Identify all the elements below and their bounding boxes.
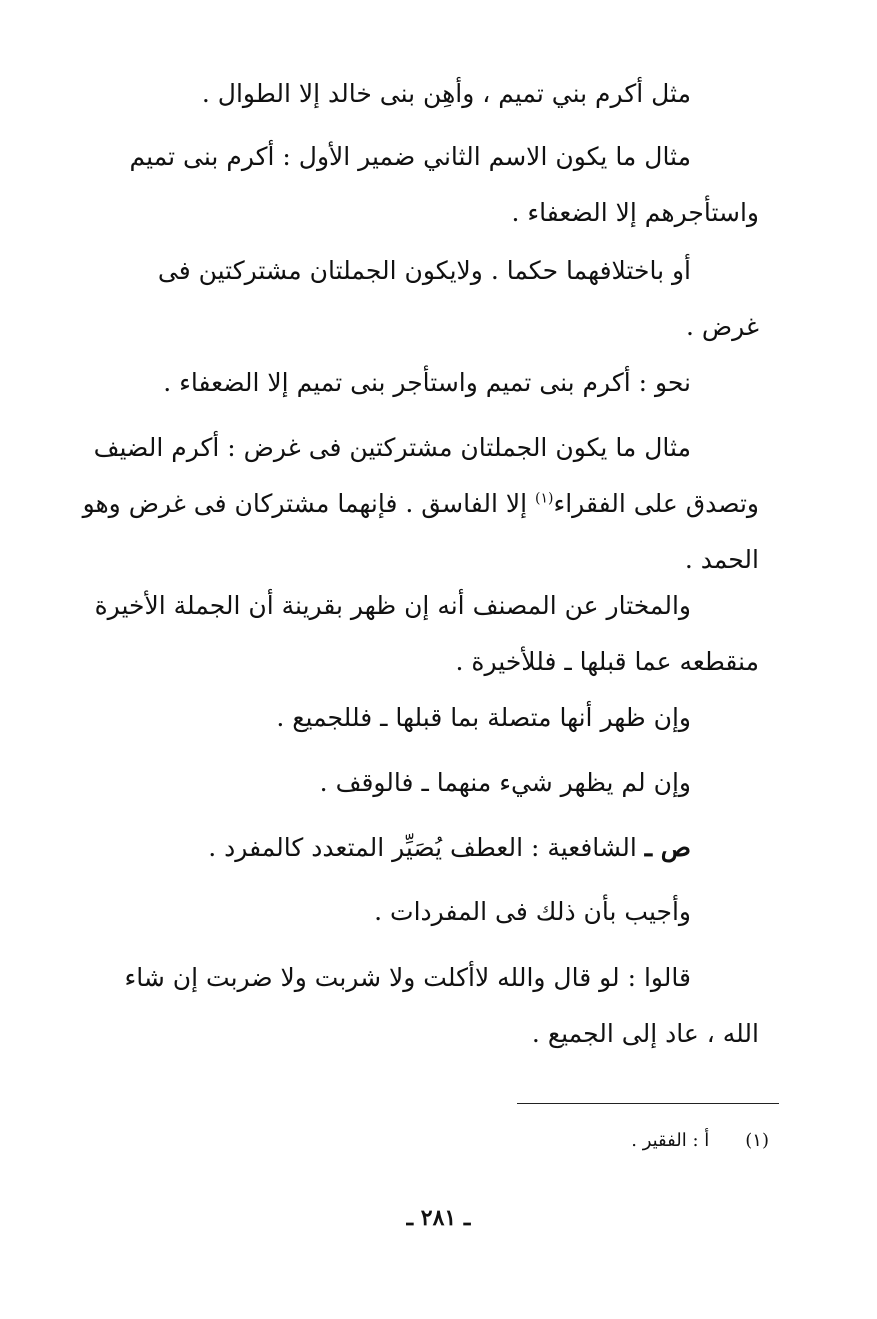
paragraph-2 <box>99 129 759 241</box>
page-number: ـ ٢٨١ ـ <box>406 1205 471 1231</box>
paragraph-line: الله ، عاد إلى الجميع . <box>531 1019 759 1048</box>
paragraph-5 <box>82 420 759 588</box>
footnote-text: أ : الفقير . <box>631 1130 710 1151</box>
paragraph-line: وأجيب بأن ذلك فى المفردات . <box>374 897 691 926</box>
paragraph-line: والمختار عن المصنف أنه إن ظهر بقرينة أن الجملة الأخيرة <box>94 591 691 620</box>
footnote <box>631 1126 769 1156</box>
footnote-number: (١) <box>745 1130 769 1151</box>
paragraph-3 <box>99 243 759 355</box>
paragraph-text: وتصدق على الفقراء <box>553 489 759 518</box>
paragraph-line: مثال ما يكون الجملتان مشتركتين فى غرض : أكرم الضيف <box>93 433 691 462</box>
paragraph-10 <box>99 884 759 940</box>
paragraph-line <box>82 476 759 532</box>
paragraph-line: وإن لم يظهر شيء منهما ـ فالوقف . <box>319 768 691 797</box>
paragraph-text: إلا الفاسق . فإنهما مشتركان فى غرض وهو <box>82 489 536 518</box>
paragraph-line: واستأجرهم إلا الضعفاء . <box>511 198 759 227</box>
paragraph-line <box>99 820 759 876</box>
paragraph-8 <box>99 755 759 811</box>
paragraph-line: غرض . <box>686 312 759 341</box>
paragraph-text: الشافعية : العطف يُصَيِّر المتعدد كالمفرد . <box>208 833 645 862</box>
paragraph-4 <box>99 355 759 411</box>
paragraph-9 <box>99 820 759 876</box>
paragraph-line: منقطعه عما قبلها ـ فللأخيرة . <box>455 647 759 676</box>
footnote-separator <box>517 1103 779 1104</box>
paragraph-line: وإن ظهر أنها متصلة بما قبلها ـ فللجميع . <box>276 703 691 732</box>
paragraph-7 <box>99 690 759 746</box>
paragraph-line: مثال ما يكون الاسم الثاني ضمير الأول : أكرم بنى تميم <box>129 142 691 171</box>
paragraph-line: مثل أكرم بني تميم ، وأهِن بنى خالد إلا الطوال . <box>201 79 691 108</box>
paragraph-11 <box>99 950 759 1062</box>
paragraph-line: أو باختلافهما حكما . ولايكون الجملتان مشتركتين فى <box>157 256 691 285</box>
paragraph-1 <box>99 66 759 122</box>
paragraph-line: قالوا : لو قال والله لاأكلت ولا شربت ولا ضربت إن شاء <box>124 963 691 992</box>
paragraph-line: نحو : أكرم بنى تميم واستأجر بنى تميم إلا الضعفاء . <box>163 368 691 397</box>
section-marker: ص ـ <box>644 833 691 862</box>
paragraph-6 <box>94 578 759 690</box>
footnote-reference: (١) <box>535 490 554 507</box>
paragraph-line: الحمد . <box>684 545 759 574</box>
